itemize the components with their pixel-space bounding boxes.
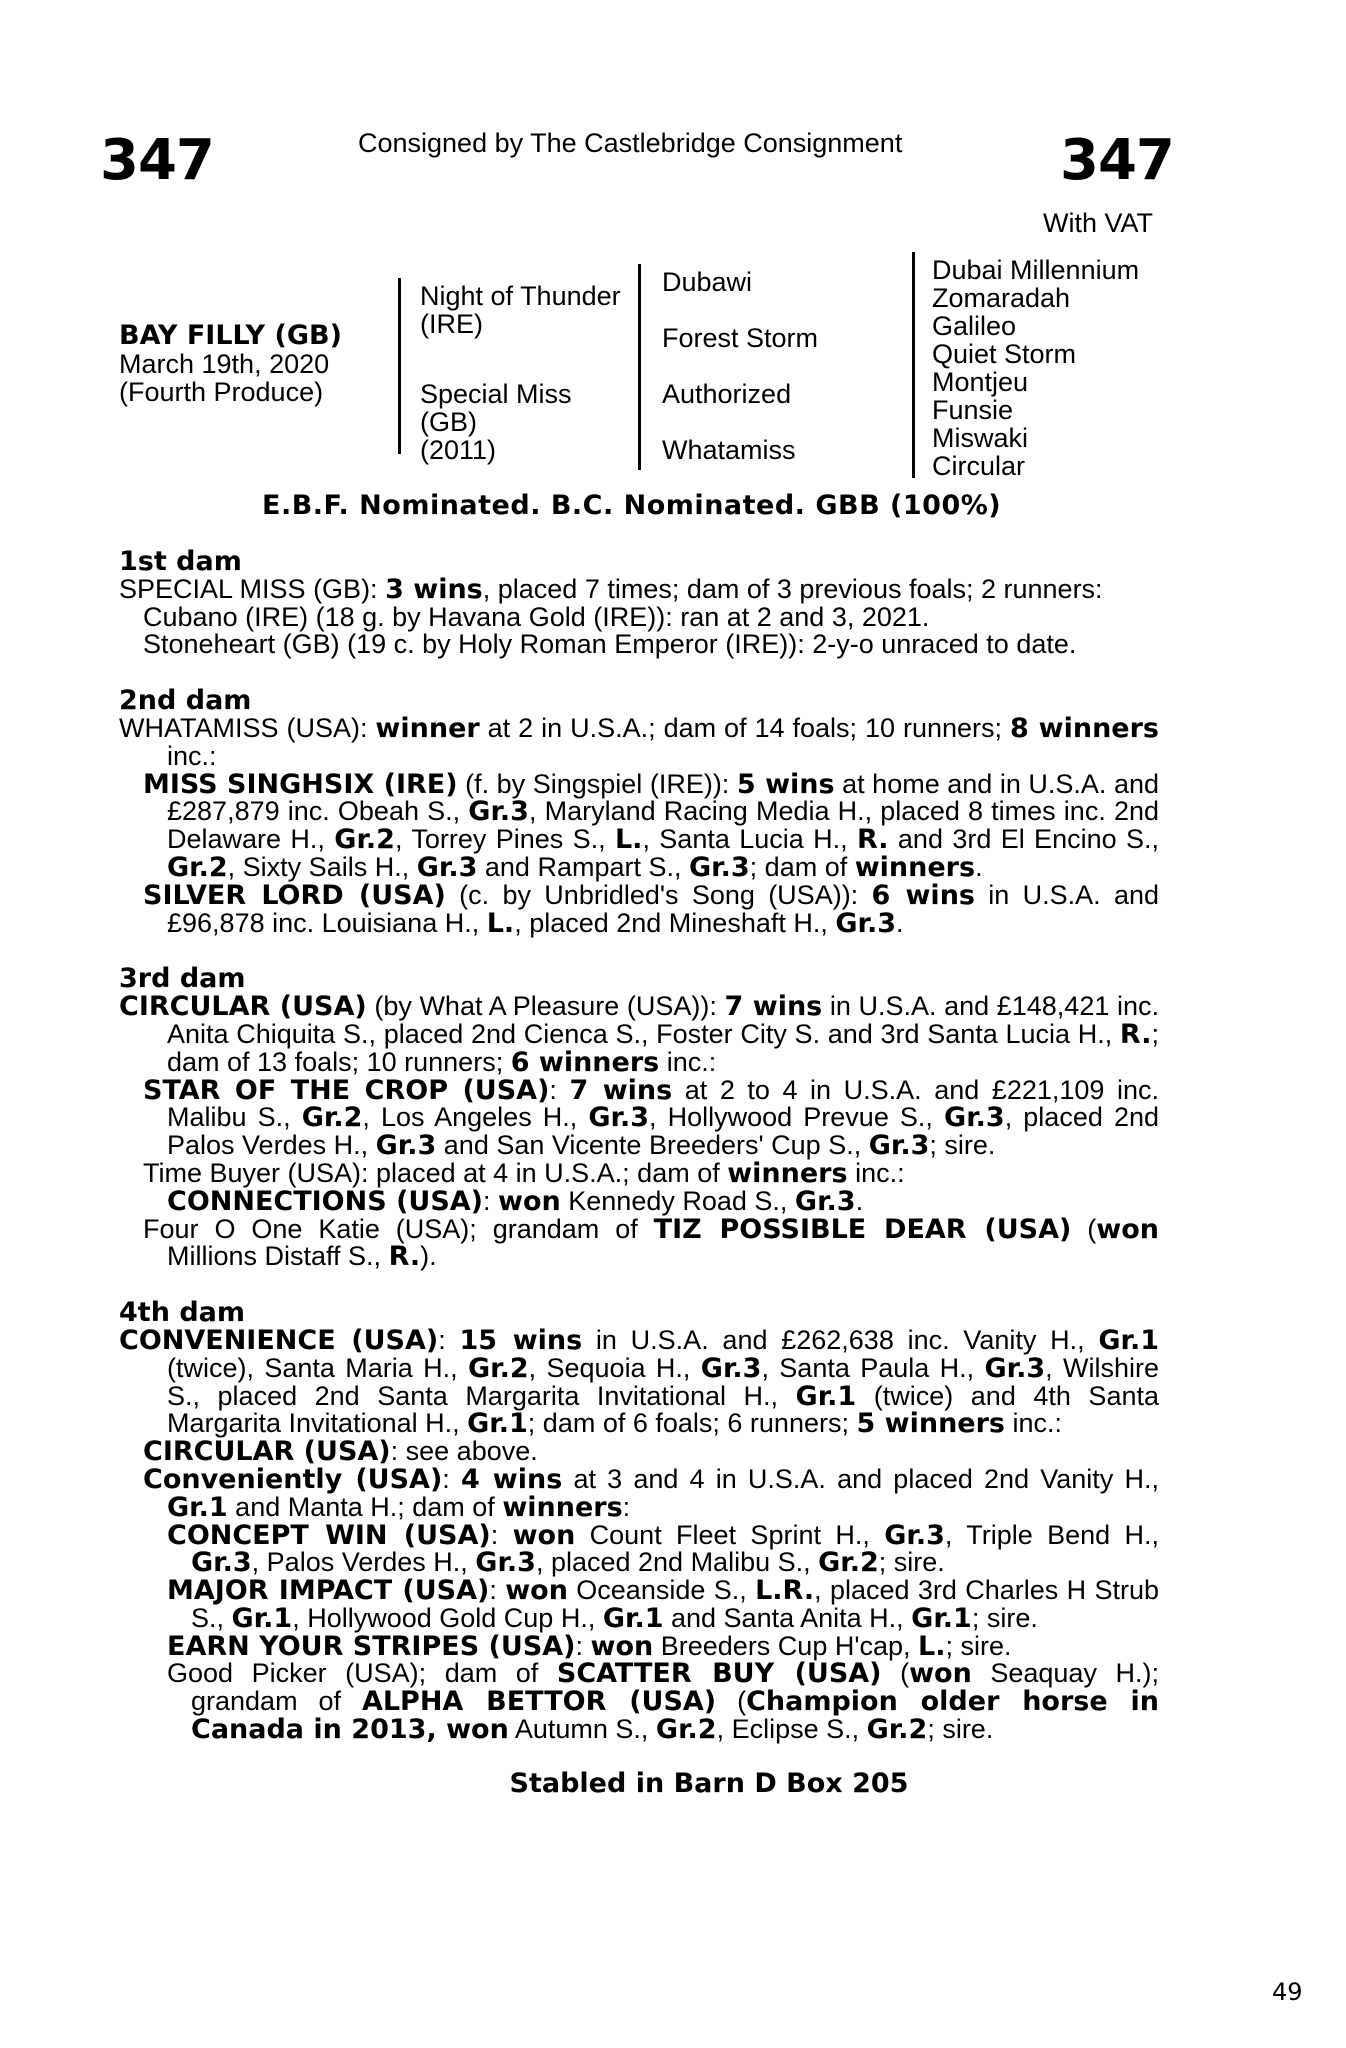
first-dam-section xyxy=(119,548,1159,659)
dam-entry: CONVENIENCE (USA): 15 wins in U.S.A. and £262,638 inc. Vanity H., Gr.1 (twice), Santa Maria H., Gr.2, Sequoia H., Gr.3, Santa Paula H., Gr.3, Wilshire S., placed 2nd Santa Margarita Invitational H., Gr.1 (twice) and 4th Santa Margarita Invitational H., Gr.1; dam of 6 foals; 6 runners; 5 winners inc.: xyxy=(119,1324,1159,1440)
lot-number-right: 347 xyxy=(1060,128,1174,193)
pedigree-divider-1 xyxy=(398,278,401,454)
dam-entry: SPECIAL MISS (GB): 3 wins, placed 7 times; dam of 3 previous foals; 2 runners: xyxy=(119,573,1103,605)
pedigree-gg-6: Funsie xyxy=(932,395,1014,425)
nominations: E.B.F. Nominated. B.C. Nominated. GBB (100%) xyxy=(262,490,1002,521)
produce-entry: Four O One Katie (USA); grandam of TIZ POSSIBLE DEAR (USA) (won Millions Distaff S., R.). xyxy=(143,1213,1159,1273)
dam-entry: WHATAMISS (USA): winner at 2 in U.S.A.; dam of 14 foals; 10 runners; 8 winners inc.: xyxy=(119,712,1159,771)
pedigree-body xyxy=(119,548,1159,1744)
pedigree-divider-2 xyxy=(638,264,641,470)
produce-entry: MISS SINGHSIX (IRE) (f. by Singspiel (IRE)): 5 wins at home and in U.S.A. and £287,879 inc. Obeah S., Gr.3, Maryland Racing Media H., placed 8 times inc. 2nd Delaware H., Gr.2, Torrey Pines S., L., Santa Lucia H., R. and 3rd El Encino S., Gr.2, Sixty Sails H., Gr.3 and Rampart S., Gr.3; dam of winners. xyxy=(143,768,1160,883)
produce-entry: Stoneheart (GB) (19 c. by Holy Roman Emperor (IRE)): 2-y-o unraced to date. xyxy=(143,629,1077,660)
pedigree-sire-dam: Forest Storm xyxy=(662,323,819,353)
grand-produce-entry: Good Picker (USA); dam of SCATTER BUY (USA) (won Seaquay H.); grandam of ALPHA BETTOR (USA) (Champion older horse in Canada in 2013, won Autumn S., Gr.2, Eclipse S., Gr.2; sire. xyxy=(167,1658,1159,1746)
produce-entry: CIRCULAR (USA): see above. xyxy=(143,1436,538,1468)
pedigree-dam-sire: Authorized xyxy=(662,379,792,409)
page-number: 49 xyxy=(1272,1978,1303,2006)
grand-produce-entry: CONNECTIONS (USA): won Kennedy Road S., Gr.3. xyxy=(167,1185,864,1217)
pedigree-sire: Night of Thunder (IRE) xyxy=(420,281,621,339)
grand-produce-entry: CONCEPT WIN (USA): won Count Fleet Sprint H., Gr.3, Triple Bend H., Gr.3, Palos Verdes H., Gr.3, placed 2nd Malibu S., Gr.2; sire. xyxy=(167,1519,1160,1579)
pedigree-gg-7: Miswaki xyxy=(932,423,1029,453)
section-title: 2nd dam xyxy=(119,685,252,717)
section-title: 1st dam xyxy=(119,546,242,577)
pedigree-gg-1: Dubai Millennium xyxy=(932,255,1140,285)
pedigree-dam-dam: Whatamiss xyxy=(662,435,796,465)
lot-number-left: 347 xyxy=(100,128,214,193)
pedigree-gg-3: Galileo xyxy=(932,311,1017,341)
produce-note: (Fourth Produce) xyxy=(119,377,324,407)
pedigree-gg-4: Quiet Storm xyxy=(932,339,1077,369)
pedigree-gg-5: Montjeu xyxy=(932,367,1029,397)
grand-produce-entry: EARN YOUR STRIPES (USA): won Breeders Cup H'cap, L.; sire. xyxy=(167,1630,1012,1662)
fourth-dam-section xyxy=(119,1299,1159,1744)
produce-entry: SILVER LORD (USA) (c. by Unbridled's Song (USA)): 6 wins in U.S.A. and £96,878 inc. Louisiana H., L., placed 2nd Mineshaft H., Gr.3. xyxy=(143,879,1159,939)
section-title: 3rd dam xyxy=(119,963,246,995)
dam-entry: CIRCULAR (USA) (by What A Pleasure (USA)): 7 wins in U.S.A. and £148,421 inc. Anita Chiquita S., placed 2nd Cienca S., Foster City S. and 3rd Santa Lucia H., R.; dam of 13 foals; 10 runners; 6 winners inc.: xyxy=(119,991,1159,1078)
produce-entry: STAR OF THE CROP (USA): 7 wins at 2 to 4 in U.S.A. and £221,109 inc. Malibu S., Gr.2, Los Angeles H., Gr.3, Hollywood Prevue S., Gr.3, placed 2nd Palos Verdes H., Gr.3 and San Vicente Breeders' Cup S., Gr.3; sire. xyxy=(143,1074,1159,1162)
stabling-note: Stabled in Barn D Box 205 xyxy=(509,1768,909,1799)
produce-entry: Conveniently (USA): 4 wins at 3 and 4 in U.S.A. and placed 2nd Vanity H., Gr.1 and Manta H.; dam of winners: xyxy=(143,1463,1159,1523)
section-title: 4th dam xyxy=(119,1297,245,1329)
pedigree-sire-sire: Dubawi xyxy=(662,267,753,297)
grand-produce-entry: MAJOR IMPACT (USA): won Oceanside S., L.R., placed 3rd Charles H Strub S., Gr.1, Hollywood Gold Cup H., Gr.1 and Santa Anita H., Gr.1; sire. xyxy=(167,1575,1159,1634)
third-dam-section xyxy=(119,965,1159,1271)
pedigree-dam: Special Miss (GB) (2011) xyxy=(420,379,572,465)
produce-entry: Time Buyer (USA): placed at 4 in U.S.A.; dam of winners inc.: xyxy=(143,1157,905,1189)
produce-entry: Cubano (IRE) (18 g. by Havana Gold (IRE)): ran at 2 and 3, 2021. xyxy=(143,601,930,632)
foaled-date: March 19th, 2020 xyxy=(119,349,330,379)
consignor: Consigned by The Castlebridge Consignment xyxy=(358,128,903,158)
horse-name: BAY FILLY (GB) xyxy=(119,320,342,351)
pedigree-gg-8: Circular xyxy=(932,451,1026,481)
pedigree-gg-2: Zomaradah xyxy=(932,283,1071,313)
pedigree-divider-3 xyxy=(912,252,915,478)
vat-note: With VAT xyxy=(1043,208,1154,238)
second-dam-section xyxy=(119,687,1159,937)
